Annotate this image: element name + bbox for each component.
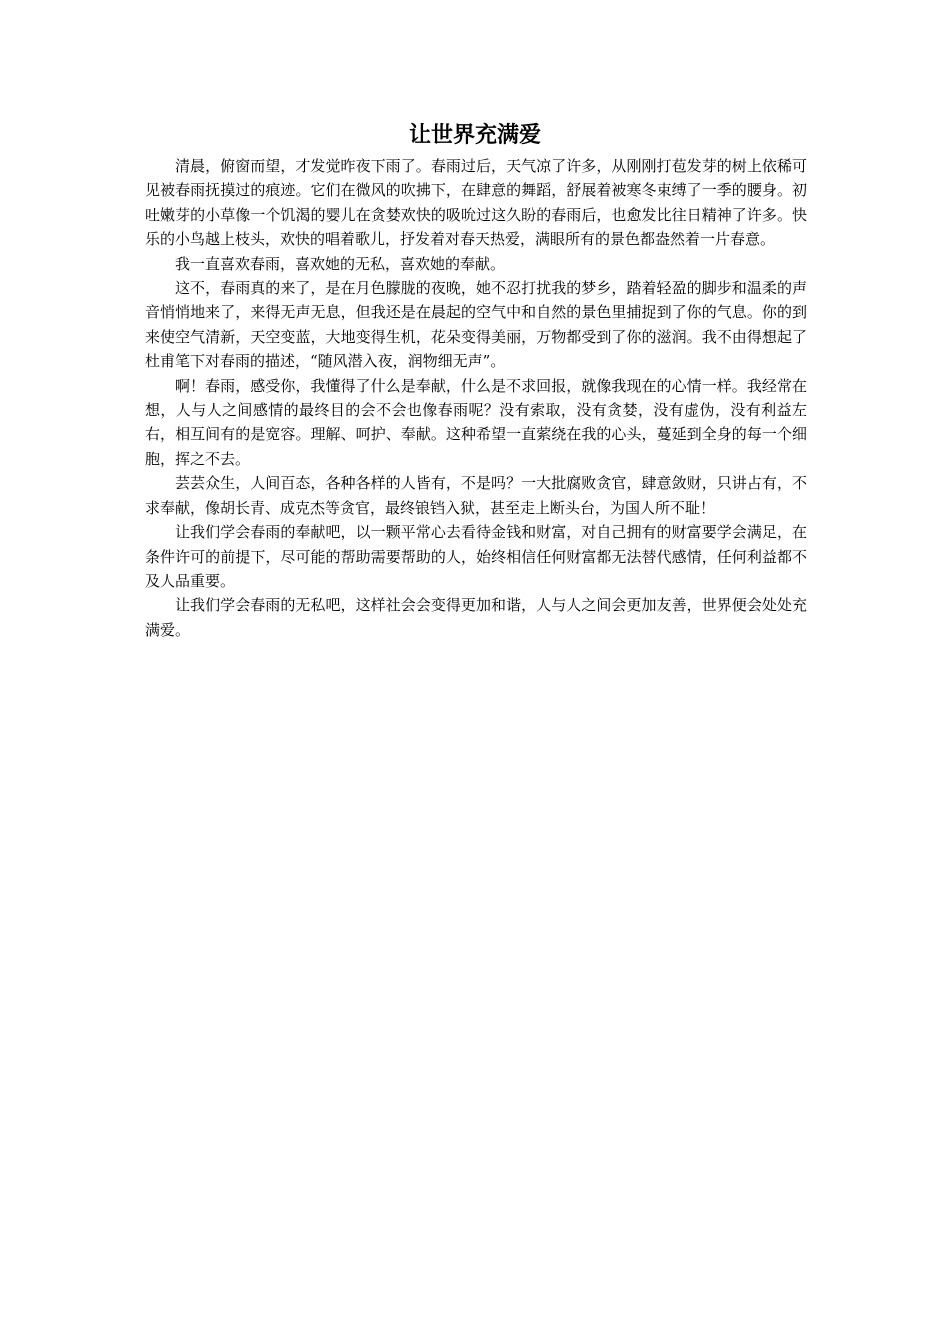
paragraph-6: 让我们学会春雨的奉献吧，以一颗平常心去看待金钱和财富，对自己拥有的财富要学会满足，在条件许可的前提下，尽可能的帮助需要帮助的人，始终相信任何财富都无法替代感情，任何利益都不及人品重要。 (145, 523, 807, 590)
paragraph-2: 我一直喜欢春雨，喜欢她的无私，喜欢她的奉献。 (175, 254, 506, 273)
paragraph-1: 清晨，俯窗而望，才发觉昨夜下雨了。春雨过后，天气凉了许多，从刚刚打苞发芽的树上依稀可见被春雨抚摸过的痕迹。它们在微风的吹拂下，在肆意的舞蹈，舒展着被寒冬束缚了一季的腰身。初吐嫩芽的小草像一个饥渴的婴儿在贪婪欢快的吸吮过这久盼的春雨后，也愈发比往日精神了许多。快乐的小鸟越上枝头，欢快的唱着歌儿，抒发着对春天热爱，满眼所有的景色都盎然着一片春意。 (145, 157, 807, 249)
document-body (145, 154, 807, 642)
paragraph-3: 这不，春雨真的来了，是在月色朦胧的夜晚，她不忍打扰我的梦乡，踏着轻盈的脚步和温柔的声音悄悄地来了，来得无声无息，但我还是在晨起的空气中和自然的景色里捕捉到了你的气息。你的到来使空气清新，天空变蓝，大地变得生机，花朵变得美丽，万物都受到了你的滋润。我不由得想起了杜甫笔下对春雨的描述，“随风潜入夜，润物细无声”。 (145, 279, 807, 371)
paragraph-4: 啊！春雨，感受你，我懂得了什么是奉献，什么是不求回报，就像我现在的心情一样。我经常在想，人与人之间感情的最终目的会不会也像春雨呢？没有索取，没有贪婪，没有虚伪，没有利益左右，相互间有的是宽容。理解、呵护、奉献。这种希望一直萦绕在我的心头，蔓延到全身的每一个细胞，挥之不去。 (145, 376, 807, 468)
paragraph-5: 芸芸众生，人间百态，各种各样的人皆有，不是吗？一大批腐败贪官，肆意敛财，只讲占有，不求奉献，像胡长青、成克杰等贪官，最终锒铛入狱，甚至走上断头台，为国人所不耻！ (145, 474, 807, 517)
paragraph-7: 让我们学会春雨的无私吧，这样社会会变得更加和谐，人与人之间会更加友善，世界便会处处充满爱。 (145, 596, 807, 639)
document-title: 让世界充满爱 (408, 122, 541, 148)
